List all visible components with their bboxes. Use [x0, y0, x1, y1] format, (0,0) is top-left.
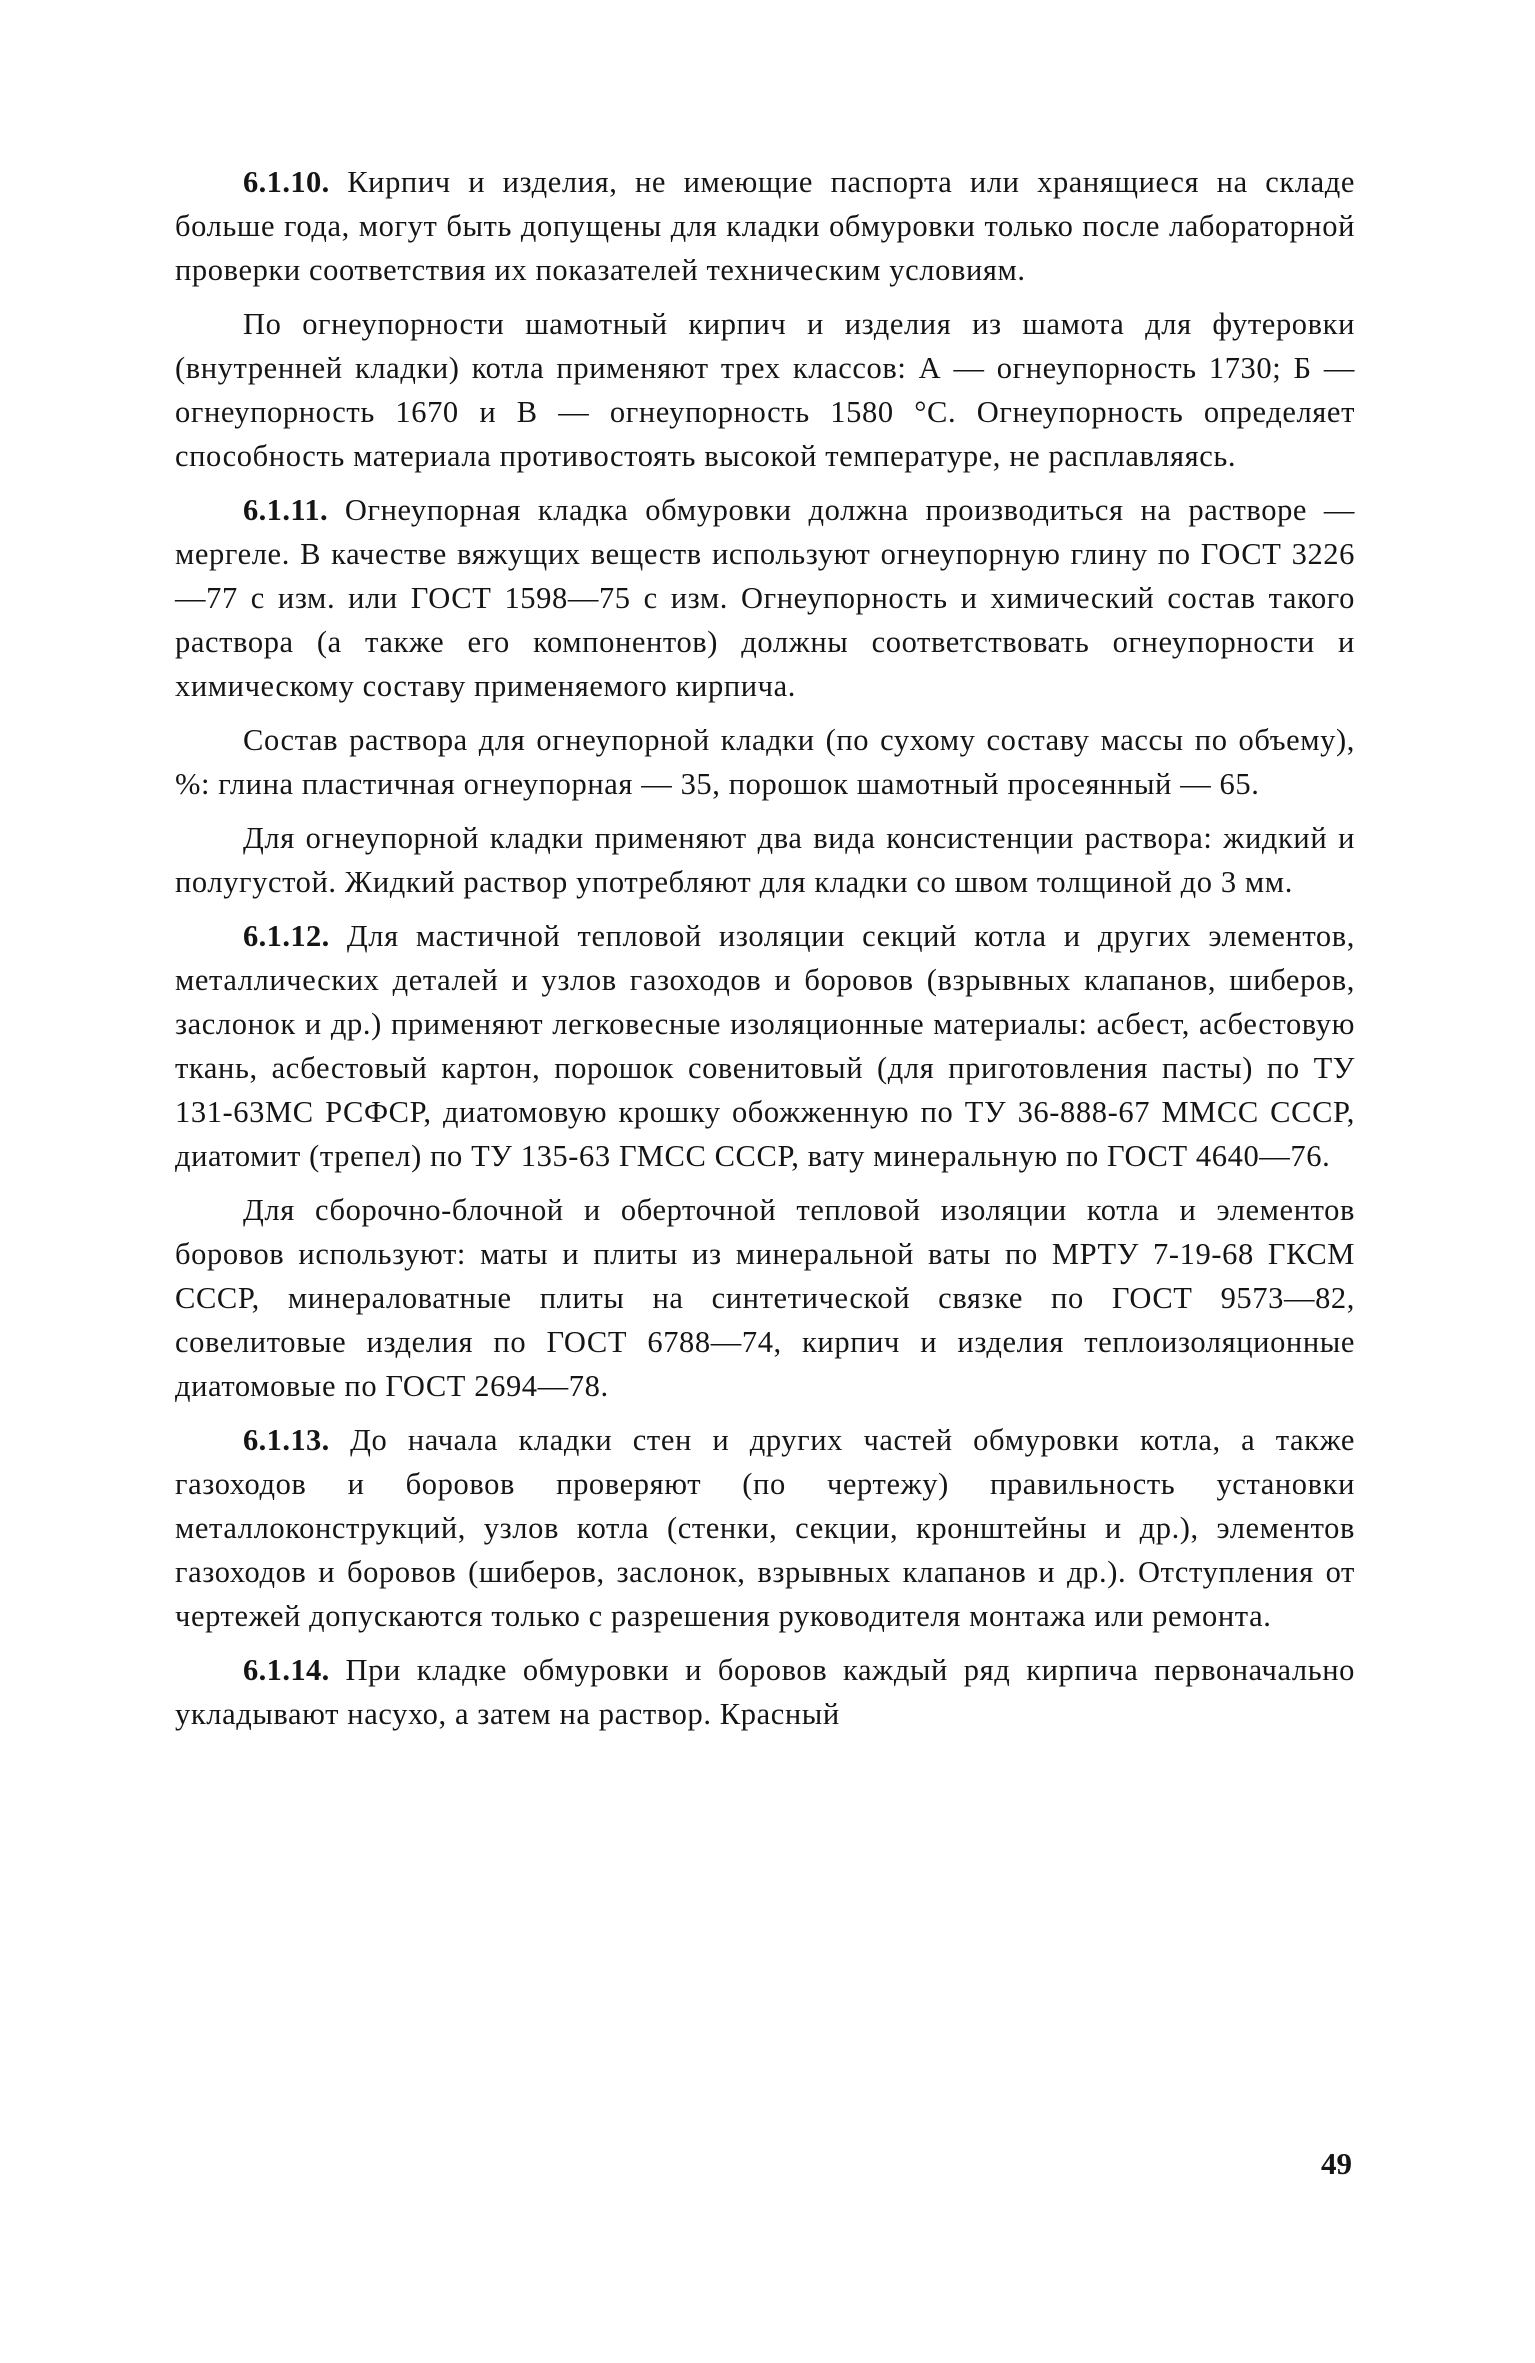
- paragraph-text: При кладке обмуровки и боровов каждый ряд кирпича первоначально укладывают насухо, а затем на раствор. Красный: [175, 1653, 1355, 1731]
- paragraph-text: Огнеупорная кладка обмуровки должна производиться на растворе — мергеле. В качестве вяжущих веществ используют огнеупорную глину по ГОСТ 3226—77 с изм. или ГОСТ 1598—75 с изм. Огнеупорность и химический состав такого раствора (а также его компонентов) должны соответствовать огнеупорности и химическому составу применяемого кирпича.: [175, 493, 1355, 703]
- paragraph-6-1-12: [175, 914, 1355, 1178]
- paragraph-6-1-13: [175, 1418, 1355, 1638]
- paragraph-text: Кирпич и изделия, не имеющие паспорта или хранящиеся на складе больше года, могут быть допущены для кладки обмуровки только после лабораторной проверки соответствия их показателей техническим условиям.: [175, 165, 1355, 287]
- paragraph-6-1-11: [175, 488, 1355, 708]
- paragraph-6-1-14: [175, 1648, 1355, 1736]
- paragraph-6-1-10: [175, 160, 1355, 292]
- paragraph-text: До начала кладки стен и других частей обмуровки котла, а также газоходов и боровов проверяют (по чертежу) правильность установки металлоконструкций, узлов котла (стенки, секции, кронштейны и др.), элементов газоходов и боровов (шиберов, заслонок, взрывных клапанов и др.). Отступления от чертежей допускаются только с разрешения руководителя монтажа или ремонта.: [175, 1423, 1356, 1633]
- paragraph-text: Для мастичной тепловой изоляции секций котла и других элементов, металлических деталей и узлов газоходов и боровов (взрывных клапанов, шиберов, заслонок и др.) применяют легковесные изоляционные материалы: асбест, асбестовую ткань, асбестовый картон, порошок совенитовый (для приготовления пасты) по ТУ 131-63МС РСФСР, диатомовую крошку обожженную по ТУ 36-888-67 ММСС СССР, диатомит (трепел) по ТУ 135-63 ГМСС СССР, вату минеральную по ГОСТ 4640—76.: [175, 919, 1355, 1173]
- paragraph-refractoriness-classes: [175, 302, 1355, 478]
- page-body: [175, 160, 1355, 1746]
- clause-number: 6.1.11.: [243, 493, 328, 527]
- paragraph-text: Для огнеупорной кладки применяют два вида консистенции раствора: жидкий и полугустой. Жидкий раствор употребляют для кладки со швом толщиной до 3 мм.: [175, 821, 1355, 899]
- paragraph-text: Для сборочно-блочной и оберточной тепловой изоляции котла и элементов боровов используют: маты и плиты из минеральной ваты по МРТУ 7-19-68 ГКСМ СССР, минераловатные плиты на синтетической связке по ГОСТ 9573—82, совелитовые изделия по ГОСТ 6788—74, кирпич и изделия теплоизоляционные диатомовые по ГОСТ 2694—78.: [175, 1193, 1355, 1403]
- clause-number: 6.1.10.: [243, 165, 330, 199]
- clause-number: 6.1.14.: [243, 1653, 330, 1687]
- paragraph-block-insulation: [175, 1188, 1355, 1408]
- clause-number: 6.1.12.: [243, 919, 330, 953]
- paragraph-mortar-consistency: [175, 816, 1355, 904]
- clause-number: 6.1.13.: [243, 1423, 330, 1457]
- paragraph-text: По огнеупорности шамотный кирпич и изделия из шамота для футеровки (внутренней кладки) котла применяют трех классов: А — огнеупорность 1730; Б — огнеупорность 1670 и В — огнеупорность 1580 °С. Огнеупорность определяет способность материала противостоять высокой температуре, не расплавляясь.: [175, 307, 1355, 473]
- page-number: 49: [1321, 2146, 1352, 2181]
- paragraph-text: Состав раствора для огнеупорной кладки (по сухому составу массы по объему), %: глина пластичная огнеупорная — 35, порошок шамотный просеянный — 65.: [175, 723, 1355, 801]
- paragraph-mortar-composition: [175, 718, 1355, 806]
